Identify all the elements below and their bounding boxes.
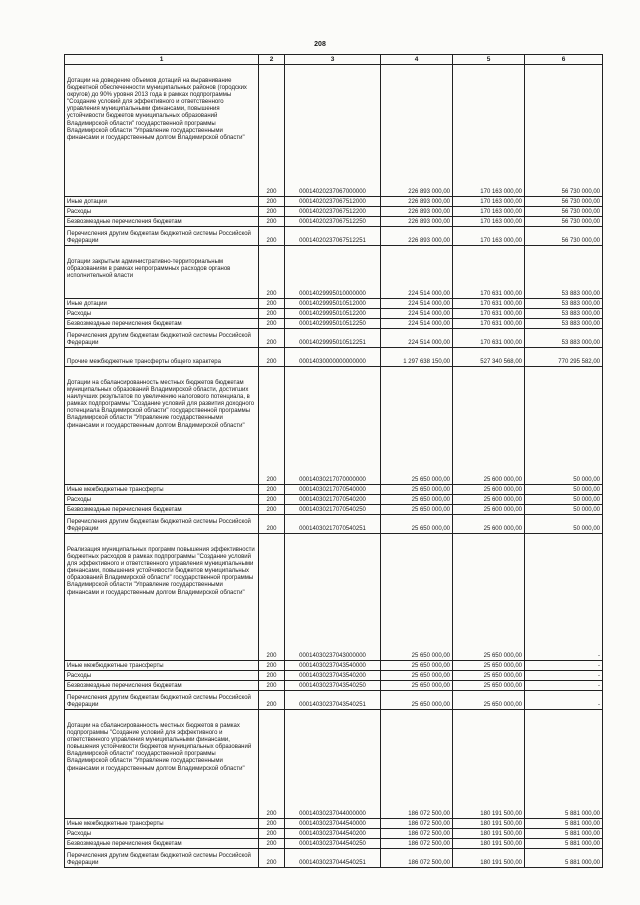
row-value-col5: 527 340 568,00 <box>453 348 525 367</box>
row-value-col4: 25 650 000,00 <box>381 691 453 710</box>
row-value-col5: 25 600 000,00 <box>453 515 525 534</box>
row-value-col4: 25 650 000,00 <box>381 671 453 681</box>
row-value-col4: 25 650 000,00 <box>381 681 453 691</box>
table-row <box>65 319 603 329</box>
row-code: 200 <box>259 246 285 299</box>
row-name: Перечисления другим бюджетам бюджетной системы Российской Федерации <box>65 515 259 534</box>
row-value-col5: 25 650 000,00 <box>453 691 525 710</box>
row-value-col5: 180 191 500,00 <box>453 839 525 849</box>
row-value-col6: - <box>525 661 603 671</box>
row-kbk-code: 00014029995010512250 <box>285 319 381 329</box>
header-row <box>65 55 603 65</box>
row-kbk-code: 00014020237067000000 <box>285 65 381 197</box>
row-kbk-code: 00014030217070540200 <box>285 495 381 505</box>
row-value-col4: 224 514 000,00 <box>381 299 453 309</box>
row-kbk-code: 00014030217070000000 <box>285 367 381 485</box>
row-kbk-code: 00014029995010000000 <box>285 246 381 299</box>
row-kbk-code: 00014030237044540251 <box>285 849 381 868</box>
row-kbk-code: 00014029995010512200 <box>285 309 381 319</box>
row-kbk-code: 00014030237043540250 <box>285 681 381 691</box>
column-header: 3 <box>285 55 381 65</box>
row-name: Иные дотации <box>65 197 259 207</box>
row-value-col4: 226 893 000,00 <box>381 197 453 207</box>
row-value-col5: 170 631 000,00 <box>453 246 525 299</box>
table-row <box>65 661 603 671</box>
row-value-col6: 50 000,00 <box>525 485 603 495</box>
table-row <box>65 367 603 485</box>
row-value-col6: 53 883 000,00 <box>525 299 603 309</box>
row-value-col6: 56 730 000,00 <box>525 197 603 207</box>
row-code: 200 <box>259 849 285 868</box>
row-name: Безвозмездные перечисления бюджетам <box>65 839 259 849</box>
row-value-col4: 226 893 000,00 <box>381 227 453 246</box>
row-value-col5: 25 650 000,00 <box>453 534 525 661</box>
table-row <box>65 348 603 367</box>
row-name: Расходы <box>65 671 259 681</box>
row-code: 200 <box>259 495 285 505</box>
column-header: 4 <box>381 55 453 65</box>
row-kbk-code: 00014029995010512000 <box>285 299 381 309</box>
budget-table <box>64 54 603 868</box>
row-kbk-code: 00014030217070540000 <box>285 485 381 495</box>
row-value-col6: - <box>525 671 603 681</box>
row-value-col6: 5 881 000,00 <box>525 710 603 819</box>
table-row <box>65 515 603 534</box>
row-value-col5: 25 600 000,00 <box>453 367 525 485</box>
row-value-col4: 186 072 500,00 <box>381 819 453 829</box>
row-value-col4: 25 650 000,00 <box>381 515 453 534</box>
row-name: Безвозмездные перечисления бюджетам <box>65 681 259 691</box>
row-value-col4: 25 650 000,00 <box>381 485 453 495</box>
row-value-col5: 25 650 000,00 <box>453 671 525 681</box>
table-row <box>65 246 603 299</box>
row-kbk-code: 00014030237043540200 <box>285 671 381 681</box>
row-kbk-code: 00014030237043540000 <box>285 661 381 671</box>
row-value-col4: 186 072 500,00 <box>381 839 453 849</box>
row-value-col6: 50 000,00 <box>525 505 603 515</box>
row-kbk-code: 00014030237044000000 <box>285 710 381 819</box>
row-value-col5: 170 163 000,00 <box>453 227 525 246</box>
row-name: Перечисления другим бюджетам бюджетной системы Российской Федерации <box>65 849 259 868</box>
row-value-col5: 180 191 500,00 <box>453 710 525 819</box>
row-code: 200 <box>259 197 285 207</box>
row-code: 200 <box>259 299 285 309</box>
table-row <box>65 849 603 868</box>
row-value-col4: 224 514 000,00 <box>381 246 453 299</box>
table-row <box>65 681 603 691</box>
row-name: Иные межбюджетные трансферты <box>65 819 259 829</box>
row-value-col5: 25 600 000,00 <box>453 485 525 495</box>
row-value-col6: 5 881 000,00 <box>525 839 603 849</box>
row-name: Иные межбюджетные трансферты <box>65 485 259 495</box>
row-value-col4: 226 893 000,00 <box>381 65 453 197</box>
table-row <box>65 819 603 829</box>
row-kbk-code: 00014030237044540250 <box>285 839 381 849</box>
row-value-col4: 224 514 000,00 <box>381 329 453 348</box>
table-row <box>65 495 603 505</box>
row-value-col4: 186 072 500,00 <box>381 829 453 839</box>
row-value-col5: 25 650 000,00 <box>453 661 525 671</box>
table-row <box>65 217 603 227</box>
row-name: Расходы <box>65 495 259 505</box>
table-row <box>65 299 603 309</box>
row-code: 200 <box>259 505 285 515</box>
row-value-col5: 25 650 000,00 <box>453 681 525 691</box>
table-row <box>65 534 603 661</box>
row-code: 200 <box>259 829 285 839</box>
row-value-col4: 1 297 638 150,00 <box>381 348 453 367</box>
table-row <box>65 710 603 819</box>
row-name: Дотации закрытым административно-территориальным образованиям в рамках непрограммных расходов органов исполнительной власти <box>65 246 259 299</box>
row-value-col6: 56 730 000,00 <box>525 217 603 227</box>
row-value-col5: 170 163 000,00 <box>453 65 525 197</box>
row-code: 200 <box>259 534 285 661</box>
row-value-col4: 25 650 000,00 <box>381 367 453 485</box>
row-name: Перечисления другим бюджетам бюджетной системы Российской Федерации <box>65 691 259 710</box>
row-value-col4: 25 650 000,00 <box>381 661 453 671</box>
row-name: Перечисления другим бюджетам бюджетной системы Российской Федерации <box>65 329 259 348</box>
row-value-col5: 170 631 000,00 <box>453 299 525 309</box>
row-value-col6: 53 883 000,00 <box>525 246 603 299</box>
row-value-col6: 50 000,00 <box>525 515 603 534</box>
row-name: Безвозмездные перечисления бюджетам <box>65 505 259 515</box>
row-kbk-code: 00014030000000000000 <box>285 348 381 367</box>
row-value-col6: 56 730 000,00 <box>525 227 603 246</box>
row-code: 200 <box>259 309 285 319</box>
row-code: 200 <box>259 515 285 534</box>
table-row <box>65 197 603 207</box>
table-row <box>65 65 603 197</box>
row-kbk-code: 00014030237044540200 <box>285 829 381 839</box>
row-value-col5: 170 631 000,00 <box>453 319 525 329</box>
row-code: 200 <box>259 207 285 217</box>
row-value-col5: 25 600 000,00 <box>453 505 525 515</box>
column-header: 1 <box>65 55 259 65</box>
row-value-col5: 180 191 500,00 <box>453 819 525 829</box>
column-header: 5 <box>453 55 525 65</box>
row-name: Расходы <box>65 309 259 319</box>
row-name: Иные межбюджетные трансферты <box>65 661 259 671</box>
row-value-col6: - <box>525 681 603 691</box>
row-value-col6: - <box>525 691 603 710</box>
table-row <box>65 839 603 849</box>
row-name: Перечисления другим бюджетам бюджетной системы Российской Федерации <box>65 227 259 246</box>
row-name: Иные дотации <box>65 299 259 309</box>
row-value-col6: - <box>525 534 603 661</box>
row-value-col4: 224 514 000,00 <box>381 309 453 319</box>
row-value-col6: 56 730 000,00 <box>525 207 603 217</box>
row-value-col4: 25 650 000,00 <box>381 534 453 661</box>
row-code: 200 <box>259 839 285 849</box>
table-row <box>65 671 603 681</box>
table-row <box>65 207 603 217</box>
row-value-col6: 50 000,00 <box>525 495 603 505</box>
row-value-col4: 186 072 500,00 <box>381 710 453 819</box>
row-name: Дотации на доведение объемов дотаций на выравнивание бюджетной обеспеченности муниципальных районов (городских округов) до 90% уровня 2013 года в рамках подпрограммы "Создание условий для эффективного и ответственного управления муниципальными финансами, повышения устойчивости бюджетов муниципальных образований Владимирской области" государственной программы Владимирской области "Управление государственными финансами и государственным долгом Владимирской области" <box>65 65 259 197</box>
row-value-col6: 5 881 000,00 <box>525 829 603 839</box>
table-row <box>65 485 603 495</box>
row-name: Расходы <box>65 207 259 217</box>
row-kbk-code: 00014020237067512251 <box>285 227 381 246</box>
row-value-col6: 53 883 000,00 <box>525 329 603 348</box>
row-value-col6: 5 881 000,00 <box>525 849 603 868</box>
row-value-col4: 25 650 000,00 <box>381 495 453 505</box>
row-code: 200 <box>259 691 285 710</box>
page-number: 208 <box>314 41 326 48</box>
row-code: 200 <box>259 319 285 329</box>
table-row <box>65 227 603 246</box>
row-kbk-code: 00014020237067512200 <box>285 207 381 217</box>
row-value-col5: 170 163 000,00 <box>453 217 525 227</box>
table-row <box>65 309 603 319</box>
table-row <box>65 691 603 710</box>
row-code: 200 <box>259 65 285 197</box>
row-kbk-code: 00014030217070540251 <box>285 515 381 534</box>
row-name: Безвозмездные перечисления бюджетам <box>65 319 259 329</box>
row-code: 200 <box>259 217 285 227</box>
row-code: 200 <box>259 367 285 485</box>
row-kbk-code: 00014030237044540000 <box>285 819 381 829</box>
row-value-col5: 170 631 000,00 <box>453 309 525 319</box>
row-value-col5: 180 191 500,00 <box>453 849 525 868</box>
row-value-col4: 25 650 000,00 <box>381 505 453 515</box>
row-kbk-code: 00014030237043000000 <box>285 534 381 661</box>
row-name: Прочие межбюджетные трансферты общего характера <box>65 348 259 367</box>
row-value-col6: 5 881 000,00 <box>525 819 603 829</box>
row-name: Расходы <box>65 829 259 839</box>
row-code: 200 <box>259 227 285 246</box>
row-code: 200 <box>259 661 285 671</box>
row-code: 200 <box>259 671 285 681</box>
row-value-col4: 186 072 500,00 <box>381 849 453 868</box>
row-kbk-code: 00014030237043540251 <box>285 691 381 710</box>
row-value-col5: 170 631 000,00 <box>453 329 525 348</box>
row-code: 200 <box>259 348 285 367</box>
table-row <box>65 505 603 515</box>
row-name: Реализация муниципальных программ повышения эффективности бюджетных расходов в рамках подпрограммы "Создание условий для эффективного и ответственного управления муниципальными финансами, повышения устойчивости бюджетов муниципальных образований Владимирской области" государственной программы Владимирской области "Управление государственными финансами и государственным долгом Владимирской области" <box>65 534 259 661</box>
row-value-col6: 53 883 000,00 <box>525 319 603 329</box>
column-header: 2 <box>259 55 285 65</box>
row-value-col5: 25 600 000,00 <box>453 495 525 505</box>
row-value-col5: 170 163 000,00 <box>453 197 525 207</box>
row-value-col4: 226 893 000,00 <box>381 207 453 217</box>
row-value-col6: 56 730 000,00 <box>525 65 603 197</box>
row-code: 200 <box>259 485 285 495</box>
row-code: 200 <box>259 681 285 691</box>
column-header: 6 <box>525 55 603 65</box>
row-kbk-code: 00014020237067512250 <box>285 217 381 227</box>
row-value-col6: 53 883 000,00 <box>525 309 603 319</box>
row-value-col6: 770 295 582,00 <box>525 348 603 367</box>
table-row <box>65 829 603 839</box>
row-code: 200 <box>259 710 285 819</box>
row-value-col5: 180 191 500,00 <box>453 829 525 839</box>
table-row <box>65 329 603 348</box>
row-value-col4: 224 514 000,00 <box>381 319 453 329</box>
row-kbk-code: 00014030217070540250 <box>285 505 381 515</box>
row-value-col6: 50 000,00 <box>525 367 603 485</box>
row-value-col4: 226 893 000,00 <box>381 217 453 227</box>
row-name: Безвозмездные перечисления бюджетам <box>65 217 259 227</box>
row-kbk-code: 00014020237067512000 <box>285 197 381 207</box>
row-code: 200 <box>259 329 285 348</box>
row-value-col5: 170 163 000,00 <box>453 207 525 217</box>
row-code: 200 <box>259 819 285 829</box>
row-name: Дотации на сбалансированность местных бюджетов бюджетам муниципальных образований Владимирской области, достигших наилучших результатов по увеличению налогового потенциала, в рамках подпрограммы "Создание условий для развития доходного потенциала Владимирской области" государственной программы Владимирской области "Управление государственными финансами и государственным долгом Владимирской области" <box>65 367 259 485</box>
row-kbk-code: 00014029995010512251 <box>285 329 381 348</box>
row-name: Дотации на сбалансированность местных бюджетов в рамках подпрограммы "Создание условий для эффективного и ответственного управления муниципальными финансами, повышения устойчивости бюджетов муниципальных образований Владимирской области" государственной программы Владимирской области "Управление государственными финансами и государственным долгом Владимирской области" <box>65 710 259 819</box>
